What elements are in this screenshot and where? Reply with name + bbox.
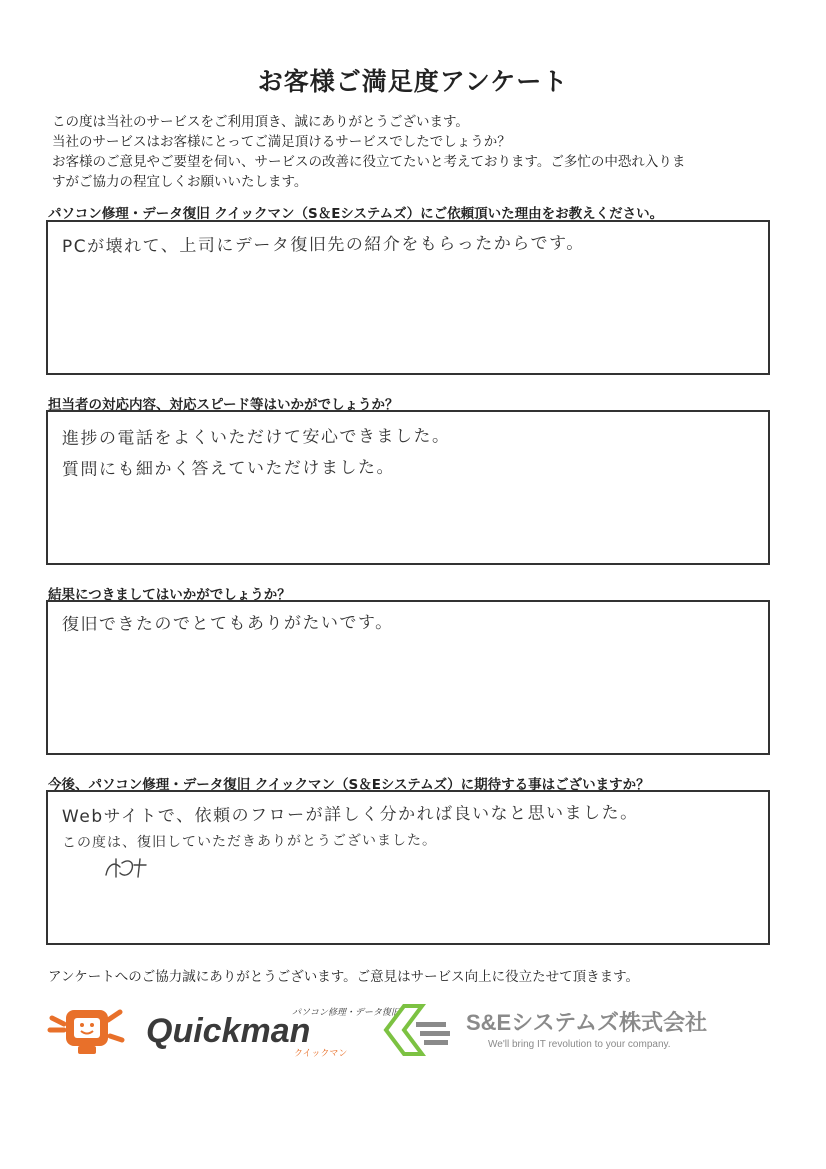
handwritten-answer-1: PCが壊れて、上司にデータ復旧先の紹介をもらったからです。	[61, 233, 585, 257]
intro-line: すがご協力の程宜しくお願いいたします。	[52, 174, 308, 190]
intro-line: この度は当社のサービスをご利用頂き、誠にありがとうございます。	[52, 114, 469, 130]
se-systems-name: S&Eシステムズ株式会社	[466, 1010, 708, 1035]
handwritten-answer-2a: 進捗の電話をよくいただけて安心できました。	[61, 426, 451, 449]
page-title: お客様ご満足度アンケート	[257, 67, 569, 96]
handwritten-answer-3: 復旧できたのでとてもありがたいです。	[61, 612, 394, 635]
closing-message: アンケートへのご協力誠にありがとうございます。ご意見はサービス向上に役立たせて頂きます。	[48, 969, 640, 985]
intro-text	[52, 112, 782, 192]
se-systems-slogan: We'll bring IT revolution to your company.	[488, 1039, 671, 1050]
question-3-label: 結果につきましてはいかがでしょうか？	[48, 587, 291, 603]
se-systems-logo	[382, 1000, 782, 1060]
quickman-logo	[48, 1000, 400, 1060]
question-4-label: 今後、パソコン修理・データ復旧 クイックマン（S＆Eシステムズ）に期待する事はございますか？	[48, 777, 650, 793]
question-1-label: パソコン修理・データ復旧 クイックマン（S＆Eシステムズ）にご依頼頂いた理由をお教えください。	[48, 206, 664, 222]
handwritten-signature-mark	[102, 855, 148, 881]
quickman-kana: クイックマン	[294, 1048, 348, 1058]
handwritten-answer-4b: この度は、復旧していただきありがとうございました。	[61, 832, 438, 851]
intro-line: お客様のご意見やご要望を伺い、サービスの改善に役立てたいと考えております。ご多忙の中恐れ入りま	[52, 154, 686, 170]
question-2-label: 担当者の対応内容、対応スピード等はいかがでしょうか？	[48, 397, 399, 413]
handwritten-answer-4a: Webサイトで、依頼のフローが詳しく分かれば良いなと思いました。	[61, 802, 639, 827]
quickman-tagline: パソコン修理・データ復旧	[292, 1007, 400, 1017]
quickman-wordmark: Quickman	[146, 1012, 311, 1050]
se-systems-mark-icon	[386, 1006, 450, 1054]
handwritten-answer-2b: 質問にも細かく答えていただけました。	[61, 457, 396, 480]
quickman-mascot-icon	[50, 1010, 122, 1054]
intro-line: 当社のサービスはお客様にとってご満足頂けるサービスでしたでしょうか？	[52, 134, 511, 150]
